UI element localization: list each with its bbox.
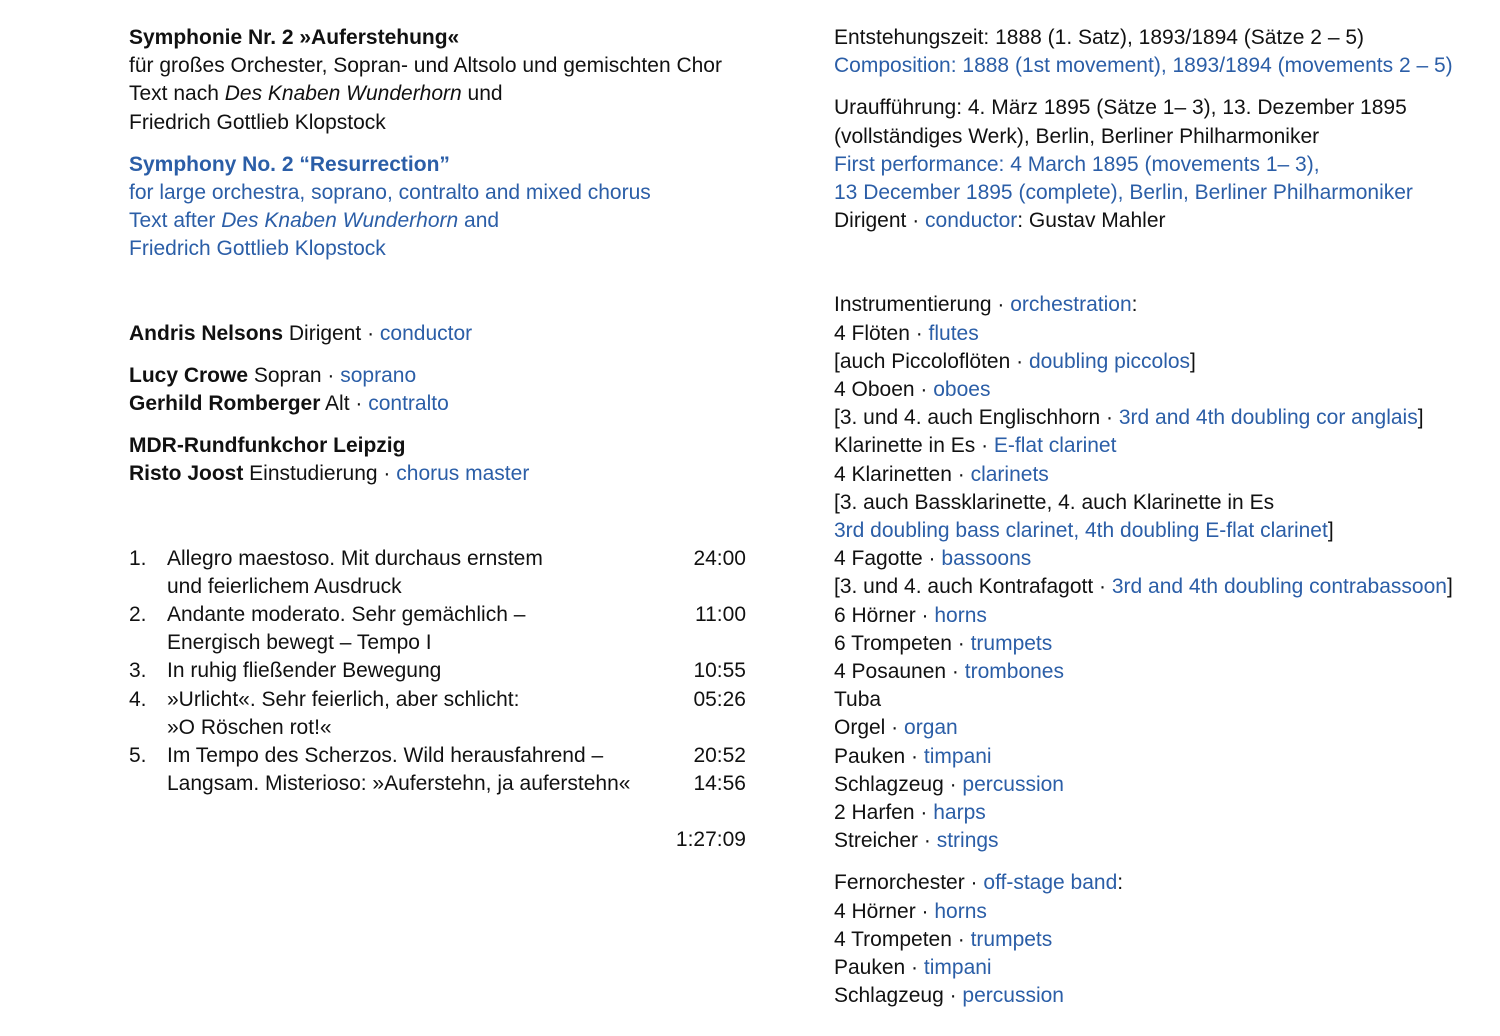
performer-role-english: contralto [368,392,449,416]
premiere-english-line: 13 December 1895 (complete), Berlin, Berliner Philharmoniker [834,181,1413,205]
track-number: 2. [129,603,147,627]
instrument-english: percussion [962,772,1064,796]
track-title [167,545,666,601]
performer-role-german: Dirigent · [283,321,380,345]
work-poet-english: Friedrich Gottlieb Klopstock [129,237,386,261]
performer-soloists [129,362,769,418]
duration-value: 11:00 [695,603,746,627]
instrument-line [834,573,1474,601]
heading-german: Instrumentierung · [834,293,1011,317]
instrument-english: doubling piccolos [1028,349,1191,373]
composition-date-english: Composition: 1888 (1st movement), 1893/1894 (movements 2 – 5) [834,54,1453,78]
track-duration [666,545,746,601]
instrument-german: 4 Posaunen · [834,660,965,684]
instrument-english: harps [933,801,986,825]
instrument-german: 4 Klarinetten · [834,462,971,486]
instrument-english: 3rd doubling bass clarinet, 4th doubling E-flat clarinet [834,519,1328,543]
instrument-line [834,799,1474,827]
heading-colon: : [1117,871,1124,895]
instrument-suffix: ] [1446,575,1453,599]
instrument-german: Klarinette in Es · [834,434,994,458]
heading-german: Fernorchester · [834,871,984,895]
instrument-line [834,517,1474,545]
instrument-line [834,320,1474,348]
instrument-german: 4 Trompeten · [834,927,971,951]
track-title [167,601,666,657]
track-item [129,601,746,657]
premiere-german-line: Uraufführung: 4. März 1895 (Sätze 1– 3), 13. Dezember 1895 [834,96,1407,120]
performer-name: Lucy Crowe [129,363,249,387]
heading-english: off-stage band [983,871,1118,895]
instrument-german: Pauken · [834,956,924,980]
instrument-german: 4 Hörner · [834,899,935,923]
track-number: 3. [129,659,147,683]
performer-name: Risto Joost [129,462,244,486]
performer-role-english: conductor [379,321,473,345]
duration-value: 14:56 [693,772,746,796]
track-number: 4. [129,687,147,711]
offstage-heading [834,869,1474,897]
conductor-label-german: Dirigent · [834,209,926,233]
orchestration-heading [834,291,1474,319]
work-info-german [129,24,769,137]
track-title-line: »O Röschen rot!« [167,715,332,739]
performer-alto [129,390,769,418]
instrument-german: 6 Hörner · [834,603,935,627]
performer-role-german: Einstudierung · [243,462,397,486]
instrument-suffix: ] [1327,519,1334,543]
duration-value: 10:55 [693,659,746,683]
instrument-line [834,376,1474,404]
track-title-line: und feierlichem Ausdruck [167,574,402,598]
instrument-english: oboes [933,378,991,402]
instrument-line [834,545,1474,573]
track-item [129,657,746,685]
track-title-line: Allegro maestoso. Mit durchaus ernstem [167,546,543,570]
instrument-english: trumpets [970,631,1053,655]
performer-name: Andris Nelsons [129,321,284,345]
performer-chorus-master [129,460,769,488]
instrument-german: Schlagzeug · [834,772,963,796]
track-title-line: Energisch bewegt – Tempo I [167,631,432,655]
premiere-info [834,94,1474,235]
track-duration [666,686,746,742]
instrument-english: clarinets [970,462,1049,486]
instrument-line [834,489,1474,517]
instrument-english: horns [934,899,987,923]
instrument-english: trumpets [970,927,1053,951]
instrument-german: 4 Oboen · [834,378,934,402]
instrument-suffix: ] [1417,406,1424,430]
instrument-line [834,602,1474,630]
instrument-suffix: ] [1190,349,1196,373]
instrument-german: 6 Trompeten · [834,631,971,655]
left-column [129,24,769,855]
instrument-german: [3. und 4. auch Englischhorn · [834,406,1119,430]
track-item [129,545,746,601]
performer-role-english: soprano [340,363,417,387]
instrument-line [834,827,1474,855]
text-prefix: Text after [129,209,222,233]
premiere-german-line: (vollständiges Werk), Berlin, Berliner Philharmoniker [834,124,1320,148]
work-title-english: Symphony No. 2 “Resurrection” [129,152,450,176]
instrument-line [834,461,1474,489]
source-title: Des Knaben Wunderhorn [221,209,459,233]
duration-value: 20:52 [693,744,746,768]
instrument-line [834,898,1474,926]
track-title [167,742,666,798]
source-title: Des Knaben Wunderhorn [224,82,462,106]
track-title-line: Im Tempo des Scherzos. Wild herausfahrend – [167,744,604,768]
performer-role-german: Alt · [320,392,369,416]
instrument-german: [3. und 4. auch Kontrafagott · [834,575,1112,599]
text-suffix: and [458,209,500,233]
right-column [834,24,1474,1011]
instrument-line [834,686,1474,714]
instrument-german: 4 Flöten · [834,321,929,345]
instrument-line [834,743,1474,771]
instrument-line [834,404,1474,432]
instrument-german: Schlagzeug · [834,984,963,1008]
premiere-conductor [834,207,1474,235]
work-text-source-english [129,207,769,235]
track-duration [666,742,746,798]
duration-value: 05:26 [693,687,746,711]
work-title-german: Symphonie Nr. 2 »Auferstehung« [129,26,460,49]
instrument-line [834,658,1474,686]
instrument-english: E-flat clarinet [993,434,1117,458]
track-title [167,657,666,685]
instrument-english: timpani [923,744,992,768]
heading-colon: : [1131,293,1138,317]
instrument-line [834,348,1474,376]
performer-role-english: chorus master [396,462,530,486]
track-duration [666,657,746,685]
instrument-german: [3. auch Bassklarinette, 4. auch Klarinette in Es [834,490,1275,514]
performer-conductor [129,320,769,348]
work-poet-german: Friedrich Gottlieb Klopstock [129,110,386,134]
instrument-english: flutes [928,321,979,345]
instrument-line [834,630,1474,658]
conductor-label-english: conductor [925,209,1018,233]
track-item [129,686,746,742]
performer-soprano [129,362,769,390]
instrument-german: Pauken · [834,744,924,768]
track-title-line: Andante moderato. Sehr gemächlich – [167,603,526,627]
composition-dates [834,24,1474,80]
work-subtitle-german: für großes Orchester, Sopran- und Altsolo und gemischten Chor [129,54,722,78]
heading-english: orchestration [1010,293,1132,317]
work-subtitle-english: for large orchestra, soprano, contralto and mixed chorus [129,181,651,205]
track-number: 1. [129,546,147,570]
track-list [129,545,746,855]
instrument-english: organ [904,716,958,740]
duration-value: 24:00 [693,546,746,570]
performer-choir [129,432,769,488]
instrument-line [834,432,1474,460]
track-title-line: In ruhig fließender Bewegung [167,659,442,683]
instrument-german: Streicher · [834,829,937,853]
instrument-german: 4 Fagotte · [834,547,942,571]
track-item [129,742,746,798]
instrument-english: percussion [962,984,1064,1008]
track-title-line: Langsam. Misterioso: »Auferstehn, ja auferstehn« [167,772,631,796]
composition-date-german: Entstehungszeit: 1888 (1. Satz), 1893/1894 (Sätze 2 – 5) [834,26,1365,49]
premiere-english-line: First performance: 4 March 1895 (movements 1– 3), [834,152,1320,176]
instrument-line [834,982,1474,1010]
performer-name: Gerhild Romberger [129,392,321,416]
offstage-list [834,869,1474,1010]
performer-role-german: Sopran · [248,363,341,387]
instrument-english: horns [934,603,987,627]
instrument-line [834,771,1474,799]
track-title [167,686,666,742]
track-number: 5. [129,744,147,768]
instrument-line [834,926,1474,954]
track-title-line: »Urlicht«. Sehr feierlich, aber schlicht: [167,687,520,711]
text-suffix: und [461,82,503,106]
instrument-english: bassoons [941,547,1032,571]
offstage-lines [834,898,1474,1011]
instrument-line [834,954,1474,982]
work-info-english [129,151,769,264]
orchestration-lines [834,320,1474,856]
track-duration [666,601,746,657]
instrument-english: strings [936,829,999,853]
work-text-source-german [129,80,769,108]
instrument-line [834,714,1474,742]
instrument-german: 2 Harfen · [834,801,934,825]
instrument-german: Tuba [834,688,882,712]
instrument-english: 3rd and 4th doubling cor anglais [1118,406,1418,430]
instrument-english: timpani [923,956,992,980]
conductor-name: : Gustav Mahler [1017,209,1166,233]
text-prefix: Text nach [129,82,225,106]
instrument-german: Orgel · [834,716,905,740]
instrument-english: 3rd and 4th doubling contrabassoon [1111,575,1447,599]
choir-name: MDR-Rundfunkchor Leipzig [129,434,406,458]
instrument-english: trombones [964,660,1064,684]
instrument-german: [auch Piccoloflöten · [834,349,1029,373]
total-duration: 1:27:09 [675,828,746,852]
orchestration-list [834,291,1474,855]
